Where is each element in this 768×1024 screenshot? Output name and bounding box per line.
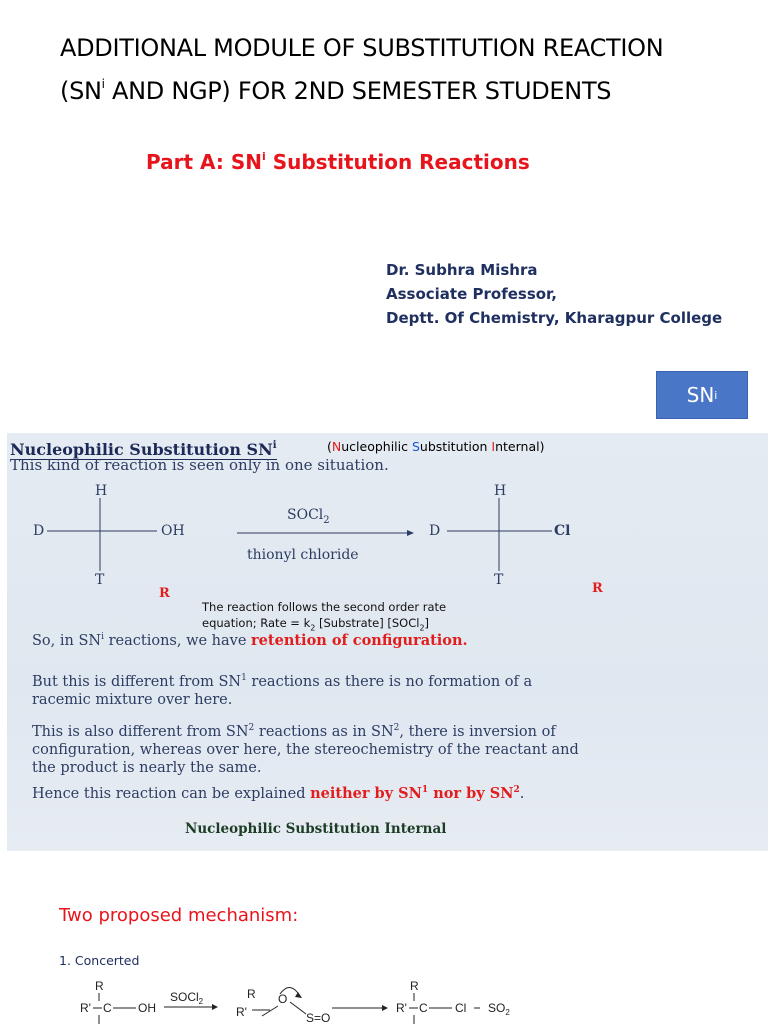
- part-a-heading: Part A: $SN^i$ Substitution Reactions: [146, 150, 530, 174]
- product-r-prime: R': [396, 1001, 407, 1015]
- rate-equation-note: The reaction follows the second order rate equation; Rate = $k_2$ [Substrate] [SOCl$_2$]: [202, 600, 447, 633]
- concerted-mechanism-scheme: [0, 970, 768, 1024]
- mechanism-arrowhead-1: [212, 1004, 218, 1010]
- slide-heading-expansion: (Nucleophilic Substitution Internal): [327, 439, 545, 454]
- left-h-label: H: [95, 483, 108, 499]
- electron-push-arrowhead: [295, 992, 302, 998]
- retention-paragraph: So, in $SN^i$ reactions, we have retention of configuration.: [32, 632, 468, 649]
- title-line-2: ($SN^i$ AND NGP) FOR 2ND SEMESTER STUDENTS: [60, 77, 612, 105]
- conclusion-paragraph: Hence this reaction can be explained neither by $SN^1$ nor by $SN^2$.: [32, 785, 525, 802]
- intermediate-ring-bond: [262, 1006, 278, 1016]
- right-r-label: R: [592, 581, 603, 596]
- author-department: Deptt. Of Chemistry, Kharagpur College: [386, 309, 723, 327]
- sni-badge: SN i: [656, 371, 748, 419]
- right-h-label: H: [494, 483, 507, 499]
- intermediate-r: R: [247, 987, 256, 1001]
- module-title: [60, 30, 750, 109]
- reagent-label: SOCl$_2$: [287, 507, 330, 526]
- author-name: Dr. Subhra Mishra: [386, 261, 538, 279]
- left-r-label: R: [159, 586, 170, 601]
- right-d-label: D: [429, 523, 441, 539]
- right-t-label: T: [494, 572, 504, 588]
- sn1-comparison-paragraph: But this is different from $SN^1$ reactions as there is no formation of a racemic mixture over here.: [32, 673, 533, 708]
- reactant-r-prime: R': [80, 1001, 91, 1015]
- mechanism-title: Two proposed mechanism:: [59, 905, 299, 926]
- sn2-comparison-paragraph: This is also different from $SN^2$ reactions as in $SN^2$, there is inversion of configuration, whereas over here, the stereochemistry of the reactant and the product is nearly the same.: [32, 723, 579, 776]
- reactant-oh: OH: [138, 1001, 156, 1015]
- product-c: C: [419, 1001, 428, 1015]
- oh-label: OH: [161, 523, 185, 539]
- intermediate-s: S=O: [306, 1011, 331, 1024]
- mechanism-reagent: SOCl$_2$: [170, 990, 204, 1006]
- reactant-c: C: [103, 1001, 112, 1015]
- title-line-1: ADDITIONAL MODULE OF SUBSTITUTION REACTION: [60, 34, 664, 62]
- mechanism-step-1: 1. Concerted: [59, 953, 140, 968]
- intermediate-o-s-bond: [290, 1002, 306, 1014]
- left-t-label: T: [95, 572, 105, 588]
- slide-footer: Nucleophilic Substitution Internal: [185, 821, 447, 837]
- mechanism-arrowhead-2: [382, 1005, 388, 1011]
- sni-slide-image: [7, 433, 768, 851]
- reaction-arrowhead: [407, 530, 414, 536]
- author-position: Associate Professor,: [386, 285, 557, 303]
- product-cl: Cl: [455, 1001, 467, 1015]
- author-block: [386, 258, 722, 330]
- cl-label: Cl: [554, 523, 571, 539]
- intermediate-r-prime: R': [236, 1005, 247, 1019]
- product-so2: $SO_2$: [488, 1001, 510, 1017]
- intermediate-o: O: [278, 992, 288, 1006]
- product-r: R: [410, 979, 419, 993]
- left-d-label: D: [33, 523, 45, 539]
- slide-intro: This kind of reaction is seen only in one situation.: [10, 456, 389, 474]
- reactant-r: R: [95, 979, 104, 993]
- reagent-name-label: thionyl chloride: [247, 547, 359, 563]
- slide-heading: Nucleophilic Substitution $SN^i$: [10, 437, 277, 460]
